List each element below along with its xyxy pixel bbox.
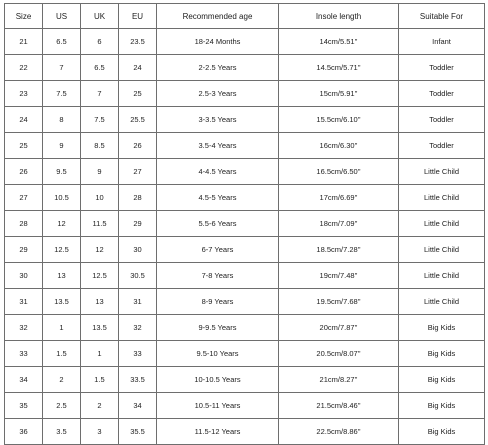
cell-insole-length: 17cm/6.69'' [279,185,399,211]
cell-eu: 25 [119,81,157,107]
cell-suitable-for: Little Child [399,185,485,211]
cell-uk: 7 [81,81,119,107]
cell-us: 8 [43,107,81,133]
header-row [5,4,485,29]
cell-recommended-age: 10-10.5 Years [157,367,279,393]
cell-size: 33 [5,341,43,367]
cell-recommended-age: 3.5-4 Years [157,133,279,159]
cell-insole-length: 15.5cm/6.10'' [279,107,399,133]
cell-recommended-age: 7-8 Years [157,263,279,289]
table-row [5,289,485,315]
cell-size: 22 [5,55,43,81]
cell-suitable-for: Little Child [399,237,485,263]
table-row [5,211,485,237]
table-row [5,81,485,107]
cell-suitable-for: Big Kids [399,367,485,393]
cell-insole-length: 14.5cm/5.71'' [279,55,399,81]
cell-us: 6.5 [43,29,81,55]
cell-us: 12 [43,211,81,237]
cell-size: 29 [5,237,43,263]
cell-recommended-age: 9-9.5 Years [157,315,279,341]
table-row [5,367,485,393]
cell-insole-length: 15cm/5.91'' [279,81,399,107]
cell-eu: 29 [119,211,157,237]
cell-eu: 35.5 [119,419,157,445]
cell-uk: 3 [81,419,119,445]
cell-suitable-for: Little Child [399,289,485,315]
header-uk: UK [81,4,119,29]
cell-suitable-for: Big Kids [399,341,485,367]
cell-size: 23 [5,81,43,107]
cell-eu: 28 [119,185,157,211]
table-row [5,263,485,289]
cell-uk: 1.5 [81,367,119,393]
header-insole-length: Insole length [279,4,399,29]
cell-insole-length: 20cm/7.87'' [279,315,399,341]
table-row [5,29,485,55]
cell-eu: 33.5 [119,367,157,393]
cell-insole-length: 21cm/8.27'' [279,367,399,393]
cell-us: 10.5 [43,185,81,211]
cell-insole-length: 18cm/7.09'' [279,211,399,237]
cell-uk: 2 [81,393,119,419]
cell-recommended-age: 5.5-6 Years [157,211,279,237]
cell-recommended-age: 6-7 Years [157,237,279,263]
cell-uk: 6.5 [81,55,119,81]
cell-eu: 31 [119,289,157,315]
cell-suitable-for: Toddler [399,133,485,159]
cell-recommended-age: 18-24 Months [157,29,279,55]
size-table [4,3,485,445]
cell-recommended-age: 4-4.5 Years [157,159,279,185]
cell-eu: 34 [119,393,157,419]
cell-us: 2 [43,367,81,393]
cell-eu: 32 [119,315,157,341]
cell-us: 7 [43,55,81,81]
cell-uk: 8.5 [81,133,119,159]
cell-insole-length: 16.5cm/6.50'' [279,159,399,185]
header-us: US [43,4,81,29]
cell-recommended-age: 8-9 Years [157,289,279,315]
cell-suitable-for: Big Kids [399,393,485,419]
cell-us: 9.5 [43,159,81,185]
table-row [5,185,485,211]
cell-size: 30 [5,263,43,289]
cell-suitable-for: Toddler [399,81,485,107]
header-suitable-for: Suitable For [399,4,485,29]
cell-us: 7.5 [43,81,81,107]
cell-size: 27 [5,185,43,211]
cell-insole-length: 16cm/6.30'' [279,133,399,159]
cell-size: 34 [5,367,43,393]
cell-insole-length: 19cm/7.48'' [279,263,399,289]
cell-suitable-for: Little Child [399,263,485,289]
table-row [5,107,485,133]
header-recommended-age: Recommended age [157,4,279,29]
cell-eu: 25.5 [119,107,157,133]
cell-us: 3.5 [43,419,81,445]
cell-insole-length: 20.5cm/8.07'' [279,341,399,367]
cell-suitable-for: Little Child [399,211,485,237]
table-row [5,55,485,81]
cell-uk: 12 [81,237,119,263]
cell-suitable-for: Big Kids [399,315,485,341]
table-row [5,237,485,263]
cell-insole-length: 14cm/5.51'' [279,29,399,55]
cell-eu: 26 [119,133,157,159]
cell-insole-length: 19.5cm/7.68'' [279,289,399,315]
cell-size: 36 [5,419,43,445]
cell-eu: 23.5 [119,29,157,55]
cell-us: 12.5 [43,237,81,263]
cell-insole-length: 21.5cm/8.46'' [279,393,399,419]
cell-suitable-for: Little Child [399,159,485,185]
table-row [5,341,485,367]
cell-us: 9 [43,133,81,159]
cell-uk: 6 [81,29,119,55]
cell-us: 13 [43,263,81,289]
cell-recommended-age: 2.5-3 Years [157,81,279,107]
cell-recommended-age: 3-3.5 Years [157,107,279,133]
cell-recommended-age: 2-2.5 Years [157,55,279,81]
cell-uk: 7.5 [81,107,119,133]
cell-uk: 1 [81,341,119,367]
cell-uk: 13 [81,289,119,315]
header-eu: EU [119,4,157,29]
cell-size: 26 [5,159,43,185]
cell-eu: 27 [119,159,157,185]
cell-uk: 10 [81,185,119,211]
table-row [5,419,485,445]
cell-recommended-age: 10.5-11 Years [157,393,279,419]
cell-size: 21 [5,29,43,55]
cell-uk: 12.5 [81,263,119,289]
cell-eu: 33 [119,341,157,367]
cell-size: 25 [5,133,43,159]
cell-us: 1.5 [43,341,81,367]
table-body [5,29,485,445]
table-row [5,159,485,185]
cell-suitable-for: Infant [399,29,485,55]
cell-size: 31 [5,289,43,315]
cell-size: 28 [5,211,43,237]
cell-size: 32 [5,315,43,341]
cell-uk: 11.5 [81,211,119,237]
header-size: Size [5,4,43,29]
cell-suitable-for: Toddler [399,55,485,81]
cell-recommended-age: 4.5-5 Years [157,185,279,211]
cell-eu: 30 [119,237,157,263]
cell-size: 24 [5,107,43,133]
cell-uk: 13.5 [81,315,119,341]
cell-recommended-age: 9.5-10 Years [157,341,279,367]
table-row [5,393,485,419]
cell-recommended-age: 11.5-12 Years [157,419,279,445]
cell-insole-length: 22.5cm/8.86'' [279,419,399,445]
cell-suitable-for: Toddler [399,107,485,133]
cell-us: 1 [43,315,81,341]
cell-eu: 24 [119,55,157,81]
cell-eu: 30.5 [119,263,157,289]
table-row [5,133,485,159]
cell-insole-length: 18.5cm/7.28'' [279,237,399,263]
cell-us: 2.5 [43,393,81,419]
cell-size: 35 [5,393,43,419]
cell-us: 13.5 [43,289,81,315]
cell-uk: 9 [81,159,119,185]
cell-suitable-for: Big Kids [399,419,485,445]
table-row [5,315,485,341]
